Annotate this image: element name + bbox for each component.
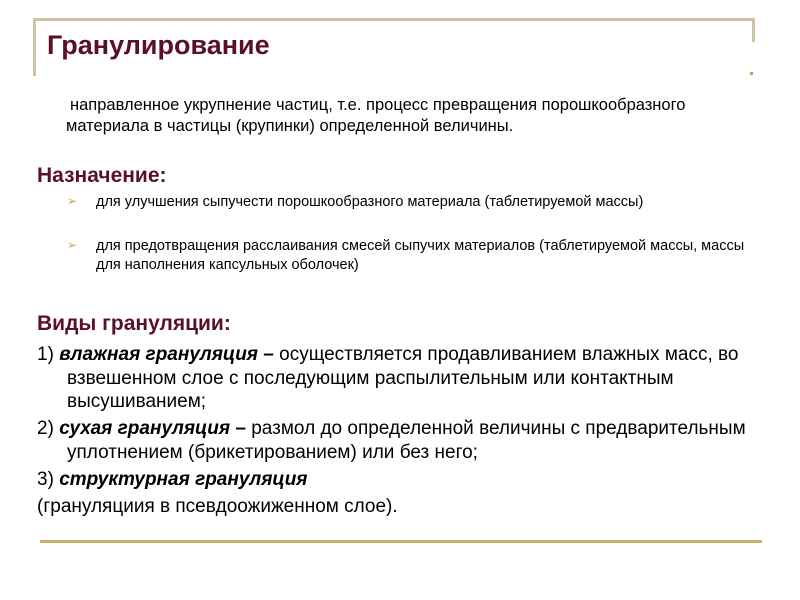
frame-left-line [33, 18, 36, 76]
arrow-bullet-icon: ➢ [67, 238, 78, 252]
slide-title: Гранулирование [47, 30, 270, 60]
frame-right-line [752, 18, 755, 42]
purpose-bullet-1 [67, 193, 757, 212]
purpose-heading: Назначение: [37, 164, 167, 187]
type-number: 3) [37, 469, 54, 490]
type-description: осуществляется продавливанием влажных масс, во взвешенном слое с последующим распылительным или контактным высушиванием; [67, 344, 739, 412]
types-heading: Виды грануляции: [37, 312, 231, 335]
purpose-bullet-text: для улучшения сыпучести порошкообразного материала (таблетируемой массы) [96, 194, 644, 210]
arrow-bullet-icon: ➢ [67, 194, 78, 208]
type-item-2 [37, 417, 792, 464]
bottom-rule [40, 540, 762, 543]
purpose-bullet-2 [67, 237, 757, 275]
type-description: размол до определенной величины с предварительным уплотнением (брикетированием) или без него; [67, 418, 746, 463]
type-item-1 [37, 343, 792, 414]
type-dash: – [263, 344, 274, 365]
type-term: сухая грануляция [59, 418, 231, 439]
type-number: 2) [37, 418, 54, 439]
purpose-bullet-text: для предотвращения расслаивания смесей сыпучих материалов (таблетируемой массы, массы для наполнения капсульных оболочек) [96, 238, 745, 273]
frame-accent-dot [750, 72, 753, 75]
frame-top-line [33, 18, 755, 21]
definition-paragraph [66, 95, 756, 137]
type-term: влажная грануляция [59, 344, 258, 365]
closing-line: (грануляциия в псевдоожиженном слое). [37, 496, 398, 517]
type-item-3 [37, 468, 792, 492]
type-number: 1) [37, 344, 54, 365]
definition-text: направленное укрупнение частиц, т.е. процесс превращения порошкообразного материала в частицы (крупинки) определенной величины. [66, 96, 686, 135]
type-dash: – [235, 418, 246, 439]
type-term: структурная грануляция [59, 469, 308, 490]
